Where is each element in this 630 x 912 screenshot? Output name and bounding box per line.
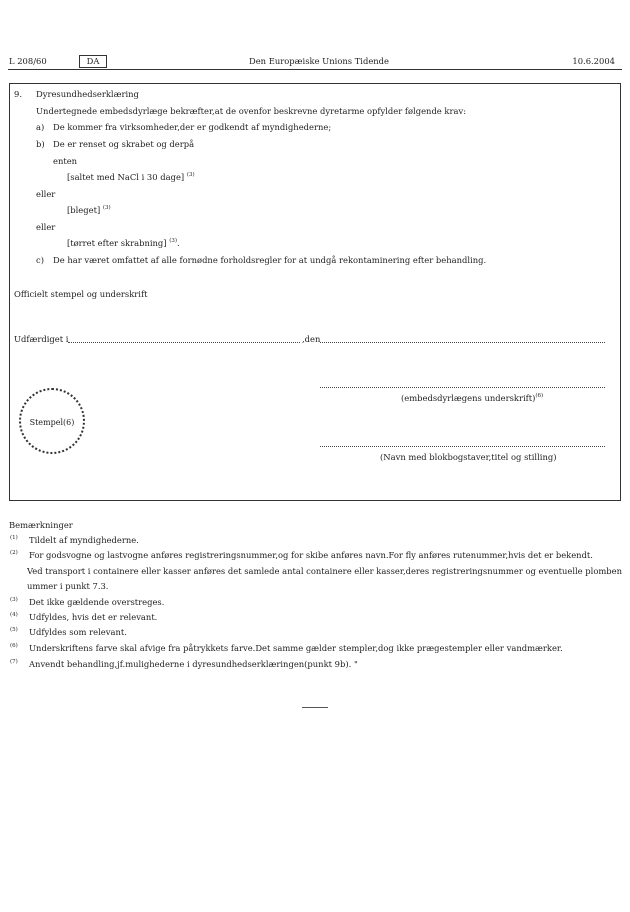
note-num: (4) [10, 612, 18, 618]
note-text: Udfyldes, hvis det er relevant. [29, 612, 158, 622]
note-num: (3) [10, 597, 18, 603]
note-text: For godsvogne og lastvogne anføres registreringsnummer,og for skibe anføres navn.For fly anføres rutenummer,hvis det er bekendt. [29, 550, 593, 560]
signature-label: (embedsdyrlægens underskrift)$^{(6)}$ [401, 393, 544, 403]
option-bleached: [bleget] $^{(3)}$ [67, 205, 111, 215]
stamp-circle [19, 388, 85, 454]
note-num: (2) [10, 550, 18, 556]
language-badge: DA [79, 55, 107, 68]
item-a-text: De kommer fra virksomheder,der er godkendt af myndighederne; [53, 122, 332, 132]
option-eller-1: eller [36, 189, 56, 199]
item-b-label: b) [36, 139, 45, 149]
note-num: (6) [10, 643, 18, 649]
note-text: ummer i punkt 7.3. [27, 581, 109, 591]
item-b-text: De er renset og skrabet og derpå [53, 139, 195, 149]
option-eller-2: eller [36, 222, 56, 232]
signature-field[interactable] [320, 387, 605, 388]
name-label: (Navn med blokbogstaver,titel og stilling) [380, 452, 557, 462]
note-num: (1) [10, 535, 18, 541]
publication-date: 10.6.2004 [572, 56, 615, 66]
item-a-label: a) [36, 122, 45, 132]
name-field[interactable] [320, 446, 605, 447]
note-text: Udfyldes som relevant. [29, 627, 127, 637]
stamp-label: Stempel(6) [29, 418, 75, 427]
item-c-text: De har været omfattet af alle fornødne forholdsregler for at undgå rekontaminering efter behandling. [53, 255, 487, 265]
option-salted: [saltet med NaCl i 30 dage] $^{(3)}$ [67, 172, 195, 182]
official-stamp-title: Officielt stempel og underskrift [14, 289, 148, 299]
date-label: ,den [302, 334, 321, 344]
item-c-label: c) [36, 255, 44, 265]
note-text: Det ikke gældende overstreges. [29, 597, 165, 607]
section-title: Dyresundhedserklæring [36, 89, 139, 99]
note-text: Anvendt behandling,jf.mulighederne i dyresundhedserklæringen(punkt 9b). " [29, 659, 358, 669]
note-text: Tildelt af myndighederne. [29, 535, 139, 545]
page-reference: L 208/60 [9, 56, 47, 66]
journal-title: Den Europæiske Unions Tidende [249, 56, 390, 66]
section-number: 9. [14, 89, 22, 99]
note-num: (5) [10, 627, 18, 633]
header-rule [8, 69, 622, 70]
note-text: Underskriftens farve skal afvige fra påtrykkets farve.Det samme gælder stempler,dog ikke prægestempler eller vandmærker. [29, 643, 563, 653]
option-dried: [tørret efter skrabning] $^{(3)}$. [67, 238, 180, 248]
option-enten: enten [53, 156, 78, 166]
note-num: (7) [10, 659, 18, 665]
intro-statement: Undertegnede embedsdyrlæge bekræfter,at de ovenfor beskrevne dyretarme opfylder følgende krav: [36, 106, 467, 116]
place-field[interactable] [68, 342, 300, 343]
note-text: Ved transport i containere eller kasser anføres det samlede antal containere eller kasser,deres registreringsnummer og eventuelle plomben [27, 566, 623, 576]
place-label: Udfærdiget i [14, 334, 69, 344]
end-separator [302, 707, 328, 708]
date-field[interactable] [320, 342, 605, 343]
notes-title: Bemærkninger [9, 520, 73, 530]
